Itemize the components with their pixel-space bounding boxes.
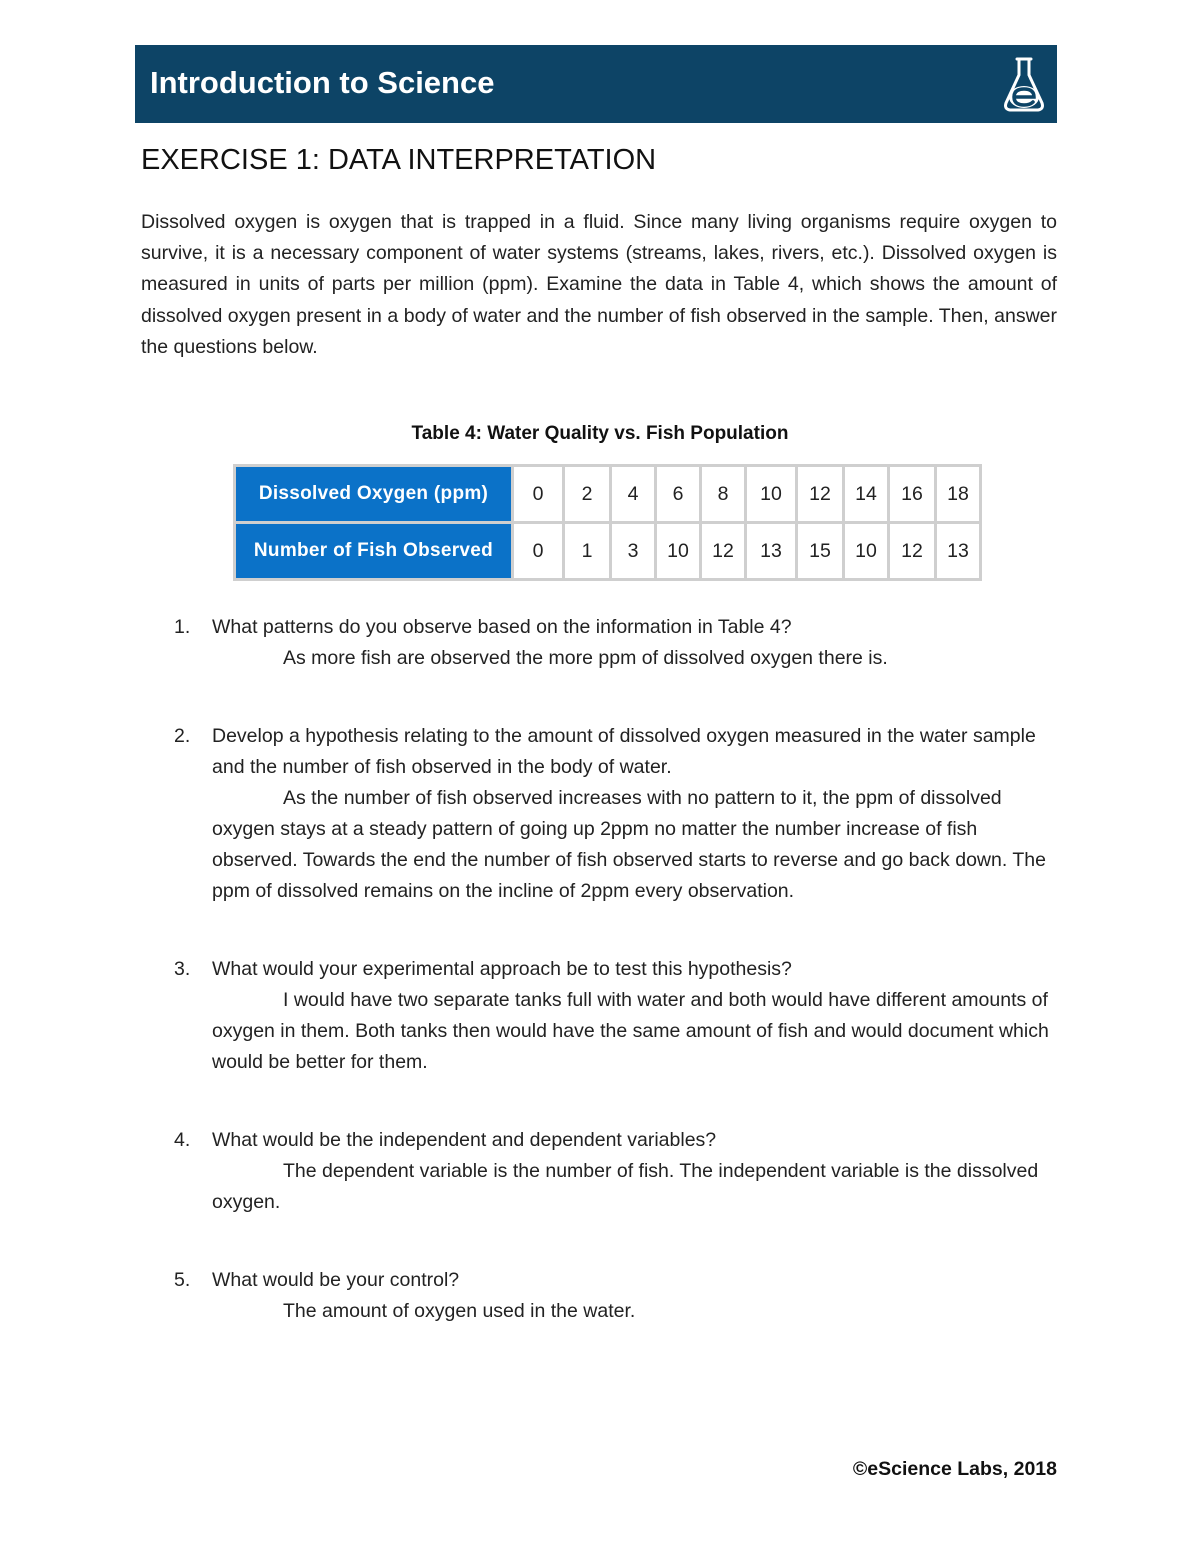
question-item (141, 954, 1057, 1078)
question-list (141, 612, 1057, 1327)
answer-text: I would have two separate tanks full with water and both would have different amounts of oxygen in them. Both tanks then would have the same amount of fish and would document which would be better for them. (212, 989, 1049, 1073)
question-item (141, 1125, 1057, 1218)
table-row-fish-observed (235, 523, 981, 580)
table-cell: 6 (656, 466, 701, 523)
table-cell: 4 (611, 466, 656, 523)
question-text: What would your experimental approach be to test this hypothesis? (212, 958, 792, 980)
question-number: 1. (174, 616, 191, 638)
answer-text: The amount of oxygen used in the water. (283, 1300, 636, 1322)
question-text: What patterns do you observe based on the information in Table 4? (212, 616, 792, 638)
table-cell: 14 (844, 466, 889, 523)
table-cell: 10 (656, 523, 701, 580)
question-text: What would be your control? (212, 1269, 460, 1291)
question-item (141, 721, 1057, 907)
question-number: 2. (174, 725, 191, 747)
intro-paragraph: Dissolved oxygen is oxygen that is trapped in a fluid. Since many living organisms require oxygen to survive, it is a necessary component of water systems (streams, lakes, rivers, etc.). Dissolved oxygen is measured in units of parts per million (ppm). Examine the data in Table 4, which shows the amount of dissolved oxygen present in a body of water and the number of fish observed in the sample. Then, answer the questions below. (141, 211, 1057, 358)
table-cell: 12 (797, 466, 844, 523)
answer-text: As the number of fish observed increases with no pattern to it, the ppm of dissolved oxygen stays at a steady pattern of going up 2ppm no matter the number increase of fish observed. Towards the end the number of fish observed starts to reverse and go back down. The ppm of dissolved remains on the incline of 2ppm every observation. (212, 787, 1046, 902)
table-cell: 18 (936, 466, 981, 523)
table-row-dissolved-oxygen (235, 466, 981, 523)
table-cell: 16 (889, 466, 936, 523)
answer-text: The dependent variable is the number of fish. The independent variable is the dissolved oxygen. (212, 1160, 1039, 1213)
table-cell: 10 (844, 523, 889, 580)
exercise-heading: EXERCISE 1: DATA INTERPRETATION (141, 144, 657, 176)
table-cell: 2 (564, 466, 611, 523)
question-number: 4. (174, 1129, 191, 1151)
question-text: Develop a hypothesis relating to the amount of dissolved oxygen measured in the water sample and the number of fish observed in the body of water. (212, 725, 1036, 778)
table-cell: 13 (746, 523, 797, 580)
table-cell: 0 (513, 466, 564, 523)
row-header: Dissolved Oxygen (ppm) (235, 466, 513, 523)
table-cell: 12 (889, 523, 936, 580)
header-title: Introduction to Science (150, 65, 495, 100)
table-caption: Table 4: Water Quality vs. Fish Population (411, 423, 789, 444)
question-number: 3. (174, 958, 191, 980)
question-number: 5. (174, 1269, 191, 1291)
table-cell: 10 (746, 466, 797, 523)
question-item (141, 612, 1057, 674)
row-header: Number of Fish Observed (235, 523, 513, 580)
table-cell: 0 (513, 523, 564, 580)
answer-text: As more fish are observed the more ppm of dissolved oxygen there is. (283, 647, 888, 669)
data-table (233, 464, 982, 581)
copyright-footer: ©eScience Labs, 2018 (852, 1458, 1057, 1480)
header-bar (135, 45, 1057, 123)
table-cell: 12 (701, 523, 746, 580)
question-text: What would be the independent and dependent variables? (212, 1129, 717, 1151)
table-cell: 3 (611, 523, 656, 580)
table-cell: 15 (797, 523, 844, 580)
flask-e-logo-icon (999, 53, 1049, 115)
table-cell: 13 (936, 523, 981, 580)
question-item (141, 1265, 1057, 1327)
table-cell: 8 (701, 466, 746, 523)
table-cell: 1 (564, 523, 611, 580)
